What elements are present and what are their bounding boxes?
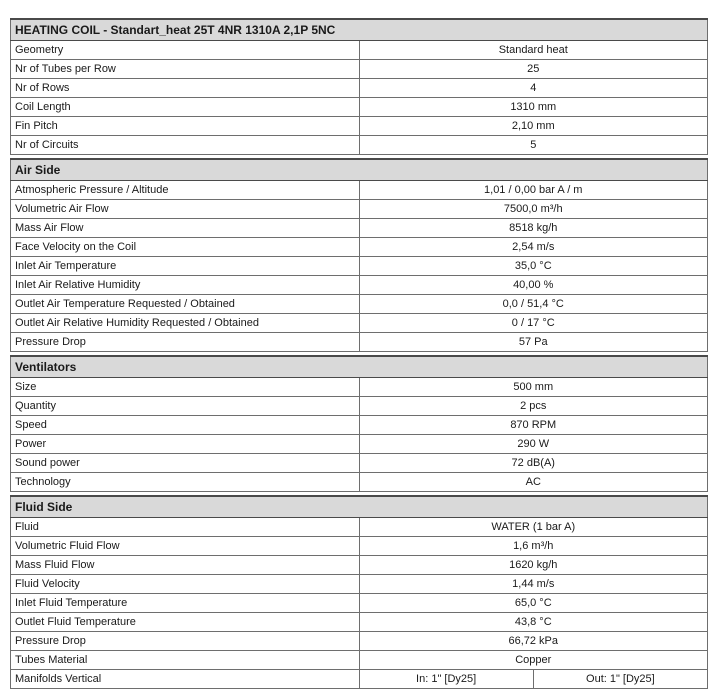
row-value: 72 dB(A): [359, 454, 708, 473]
row-value: 4: [359, 79, 708, 98]
row-label: Technology: [11, 473, 360, 492]
spec-table: [10, 18, 708, 689]
row-value: 35,0 °C: [359, 257, 708, 276]
row-label: Fin Pitch: [11, 117, 360, 136]
manifolds-values: [359, 670, 708, 689]
table-row: [11, 670, 708, 689]
table-row: [11, 518, 708, 537]
manifold-out-value: Out: 1" [Dy25]: [533, 670, 707, 688]
table-row: [11, 79, 708, 98]
row-value: 66,72 kPa: [359, 632, 708, 651]
ventilators-title: Ventilators: [11, 356, 708, 378]
row-label: Coil Length: [11, 98, 360, 117]
table-row: [11, 295, 708, 314]
row-value: Standard heat: [359, 41, 708, 60]
row-label: Pressure Drop: [11, 333, 360, 352]
table-row: [11, 575, 708, 594]
row-label: Face Velocity on the Coil: [11, 238, 360, 257]
row-value: 25: [359, 60, 708, 79]
row-value: 5: [359, 136, 708, 155]
row-value: 500 mm: [359, 378, 708, 397]
row-value: 7500,0 m³/h: [359, 200, 708, 219]
row-label: Nr of Tubes per Row: [11, 60, 360, 79]
fluid-side-title: Fluid Side: [11, 496, 708, 518]
row-value: 1,44 m/s: [359, 575, 708, 594]
row-value: 8518 kg/h: [359, 219, 708, 238]
table-row: [11, 136, 708, 155]
row-value: 0,0 / 51,4 °C: [359, 295, 708, 314]
row-label: Outlet Fluid Temperature: [11, 613, 360, 632]
row-value: 65,0 °C: [359, 594, 708, 613]
row-label: Fluid Velocity: [11, 575, 360, 594]
row-label: Volumetric Fluid Flow: [11, 537, 360, 556]
row-value: 0 / 17 °C: [359, 314, 708, 333]
table-row: [11, 219, 708, 238]
heating-coil-sheet: [10, 18, 708, 689]
row-label: Quantity: [11, 397, 360, 416]
section-header-coil: [11, 19, 708, 41]
table-row: [11, 41, 708, 60]
row-value: 2,54 m/s: [359, 238, 708, 257]
table-row: [11, 276, 708, 295]
table-row: [11, 238, 708, 257]
row-value: WATER (1 bar A): [359, 518, 708, 537]
table-row: [11, 117, 708, 136]
row-value: Copper: [359, 651, 708, 670]
row-label: Outlet Air Temperature Requested / Obtained: [11, 295, 360, 314]
row-label: Mass Fluid Flow: [11, 556, 360, 575]
row-value: 40,00 %: [359, 276, 708, 295]
section-header-ventilators: [11, 356, 708, 378]
row-value: 1,6 m³/h: [359, 537, 708, 556]
section-header-fluid-side: [11, 496, 708, 518]
table-row: [11, 314, 708, 333]
table-row: [11, 378, 708, 397]
row-label: Pressure Drop: [11, 632, 360, 651]
table-row: [11, 60, 708, 79]
row-label: Atmospheric Pressure / Altitude: [11, 181, 360, 200]
row-label: Nr of Circuits: [11, 136, 360, 155]
row-value: 1,01 / 0,00 bar A / m: [359, 181, 708, 200]
table-row: [11, 257, 708, 276]
row-value: 1620 kg/h: [359, 556, 708, 575]
row-value: 57 Pa: [359, 333, 708, 352]
table-row: [11, 397, 708, 416]
section-header-air-side: [11, 159, 708, 181]
row-label: Speed: [11, 416, 360, 435]
table-row: [11, 613, 708, 632]
row-value: 2 pcs: [359, 397, 708, 416]
manifold-in-value: In: 1" [Dy25]: [416, 673, 477, 685]
row-label: Manifolds Vertical: [11, 670, 360, 689]
table-row: [11, 454, 708, 473]
table-row: [11, 473, 708, 492]
table-row: [11, 98, 708, 117]
table-row: [11, 537, 708, 556]
row-label: Inlet Fluid Temperature: [11, 594, 360, 613]
table-row: [11, 632, 708, 651]
row-label: Size: [11, 378, 360, 397]
row-label: Power: [11, 435, 360, 454]
table-row: [11, 333, 708, 352]
row-value: 43,8 °C: [359, 613, 708, 632]
table-row: [11, 200, 708, 219]
table-row: [11, 594, 708, 613]
air-side-title: Air Side: [11, 159, 708, 181]
row-label: Geometry: [11, 41, 360, 60]
coil-title: HEATING COIL - Standart_heat 25T 4NR 1310A 2,1P 5NC: [11, 19, 708, 41]
row-label: Nr of Rows: [11, 79, 360, 98]
row-value: AC: [359, 473, 708, 492]
row-label: Outlet Air Relative Humidity Requested / Obtained: [11, 314, 360, 333]
row-value: 2,10 mm: [359, 117, 708, 136]
row-label: Inlet Air Temperature: [11, 257, 360, 276]
table-row: [11, 181, 708, 200]
row-value: 870 RPM: [359, 416, 708, 435]
row-label: Volumetric Air Flow: [11, 200, 360, 219]
table-row: [11, 651, 708, 670]
row-label: Mass Air Flow: [11, 219, 360, 238]
row-label: Sound power: [11, 454, 360, 473]
row-value: 1310 mm: [359, 98, 708, 117]
row-label: Tubes Material: [11, 651, 360, 670]
row-label: Inlet Air Relative Humidity: [11, 276, 360, 295]
table-row: [11, 556, 708, 575]
row-label: Fluid: [11, 518, 360, 537]
row-value: 290 W: [359, 435, 708, 454]
table-row: [11, 416, 708, 435]
table-row: [11, 435, 708, 454]
